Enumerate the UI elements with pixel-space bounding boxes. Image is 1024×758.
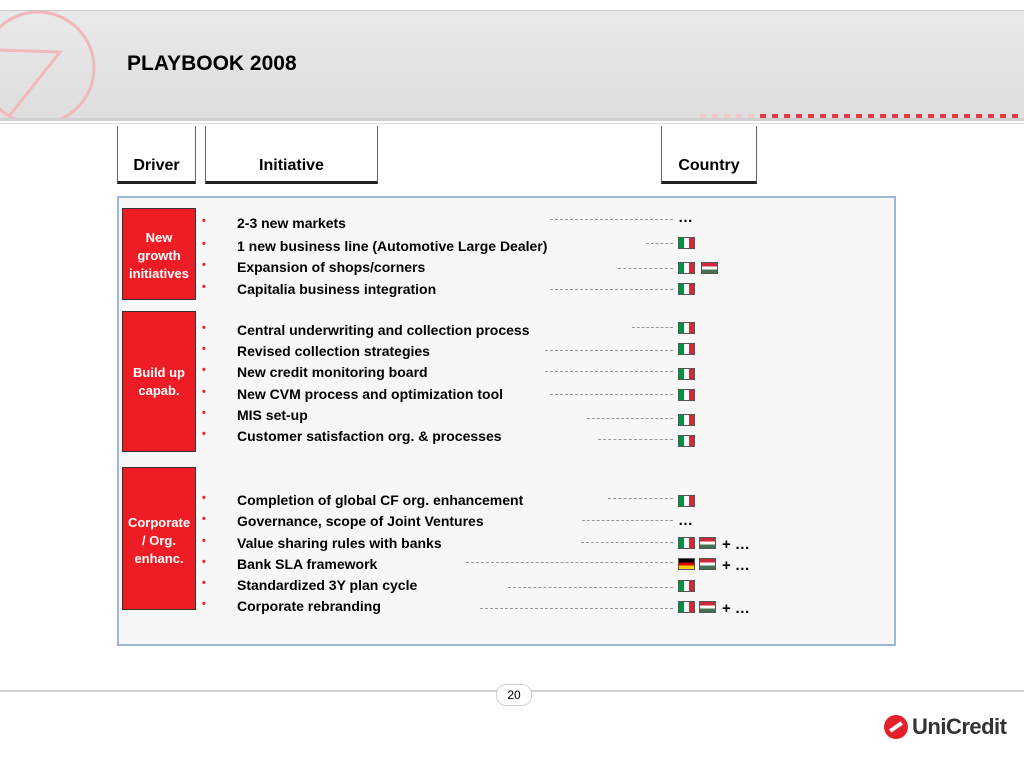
page-number: 20	[496, 684, 532, 706]
italy-flag-icon	[678, 389, 695, 401]
initiative-text: 1 new business line (Automotive Large Dealer)	[237, 238, 548, 254]
header-rule	[0, 118, 1024, 121]
more-countries-plus: + …	[722, 557, 750, 574]
driver-label-line: initiatives	[129, 266, 189, 281]
leader-line	[581, 542, 673, 543]
italy-flag-icon	[678, 580, 695, 592]
leader-line	[587, 418, 673, 419]
bullet-icon: •	[202, 386, 206, 398]
hungary-flag-icon	[701, 262, 718, 274]
leader-line	[550, 289, 673, 290]
driver-label-line: enhanc.	[134, 551, 184, 566]
italy-flag-icon	[678, 237, 695, 249]
leader-line	[646, 243, 673, 244]
initiative-text: Bank SLA framework	[237, 556, 378, 572]
italy-flag-icon	[678, 343, 695, 355]
bullet-icon: •	[202, 281, 206, 293]
header-rule-secondary	[0, 123, 1024, 124]
bullet-icon: •	[202, 535, 206, 547]
initiative-text: Capitalia business integration	[237, 281, 437, 297]
leader-line	[545, 371, 673, 372]
arc-logo-graphic	[0, 10, 110, 120]
bullet-icon: •	[202, 598, 206, 610]
leader-line	[582, 520, 673, 521]
column-header-initiative-label: Initiative	[259, 157, 324, 174]
leader-line	[480, 608, 673, 609]
bullet-icon: •	[202, 428, 206, 440]
more-countries-plus: + …	[722, 536, 750, 553]
bullet-icon: •	[202, 259, 206, 271]
driver-label-line: growth	[137, 248, 181, 263]
initiative-text: Standardized 3Y plan cycle	[237, 577, 418, 593]
driver-label-line: Build up	[133, 365, 185, 380]
column-header-country	[661, 126, 757, 184]
bullet-icon: •	[202, 407, 206, 419]
initiative-text: 2-3 new markets	[237, 215, 346, 231]
more-countries-plus: + …	[722, 600, 750, 617]
page-title: PLAYBOOK 2008	[127, 52, 297, 75]
bullet-icon: •	[202, 322, 206, 334]
initiatives-panel	[117, 196, 896, 646]
initiative-text: Completion of global CF org. enhancement	[237, 492, 524, 508]
driver-label-line: New	[145, 230, 173, 245]
leader-line	[598, 439, 673, 440]
hungary-flag-icon	[699, 537, 716, 549]
germany-flag-icon	[678, 558, 695, 570]
italy-flag-icon	[678, 368, 695, 380]
italy-flag-icon	[678, 283, 695, 295]
leader-line	[466, 562, 673, 563]
leader-line	[550, 219, 673, 220]
column-header-country-label: Country	[678, 157, 740, 174]
leader-line	[508, 587, 673, 588]
italy-flag-icon	[678, 414, 695, 426]
bullet-icon: •	[202, 343, 206, 355]
initiative-text: Value sharing rules with banks	[237, 535, 442, 551]
more-countries-ellipsis: …	[678, 512, 694, 529]
driver-box-build-up	[122, 311, 196, 452]
bullet-icon: •	[202, 238, 206, 250]
more-countries-ellipsis: …	[678, 209, 694, 226]
leader-line	[550, 394, 673, 395]
initiative-text: MIS set-up	[237, 407, 308, 423]
bullet-icon: •	[202, 556, 206, 568]
bullet-icon: •	[202, 364, 206, 376]
brand-name: UniCredit	[912, 714, 1007, 739]
driver-box-corporate	[122, 467, 196, 610]
column-header-driver-label: Driver	[133, 157, 180, 174]
leader-line	[608, 498, 673, 499]
driver-label-line: capab.	[138, 383, 180, 398]
driver-label-line: Corporate	[127, 515, 191, 530]
driver-box-new-growth	[122, 208, 196, 300]
initiative-text: Corporate rebranding	[237, 598, 381, 614]
leader-line	[632, 327, 673, 328]
column-header-initiative	[205, 126, 378, 184]
initiative-text: Governance, scope of Joint Ventures	[237, 513, 484, 529]
initiative-text: Revised collection strategies	[237, 343, 430, 359]
bullet-icon: •	[202, 513, 206, 525]
italy-flag-icon	[678, 322, 695, 334]
initiative-text: Central underwriting and collection process	[237, 322, 530, 338]
unicredit-mark-icon	[884, 715, 908, 739]
bullet-icon: •	[202, 492, 206, 504]
italy-flag-icon	[678, 435, 695, 447]
italy-flag-icon	[678, 262, 695, 274]
column-header-driver	[117, 126, 196, 184]
hungary-flag-icon	[699, 558, 716, 570]
initiative-text: Customer satisfaction org. & processes	[237, 428, 502, 444]
leader-line	[618, 268, 673, 269]
initiative-text: New credit monitoring board	[237, 364, 428, 380]
italy-flag-icon	[678, 537, 695, 549]
italy-flag-icon	[678, 495, 695, 507]
bullet-icon: •	[202, 577, 206, 589]
leader-line	[545, 350, 673, 351]
initiative-text: New CVM process and optimization tool	[237, 386, 504, 402]
driver-label-line: / Org.	[142, 533, 176, 548]
initiative-text: Expansion of shops/corners	[237, 259, 426, 275]
bullet-icon: •	[202, 215, 206, 227]
italy-flag-icon	[678, 601, 695, 613]
hungary-flag-icon	[699, 601, 716, 613]
